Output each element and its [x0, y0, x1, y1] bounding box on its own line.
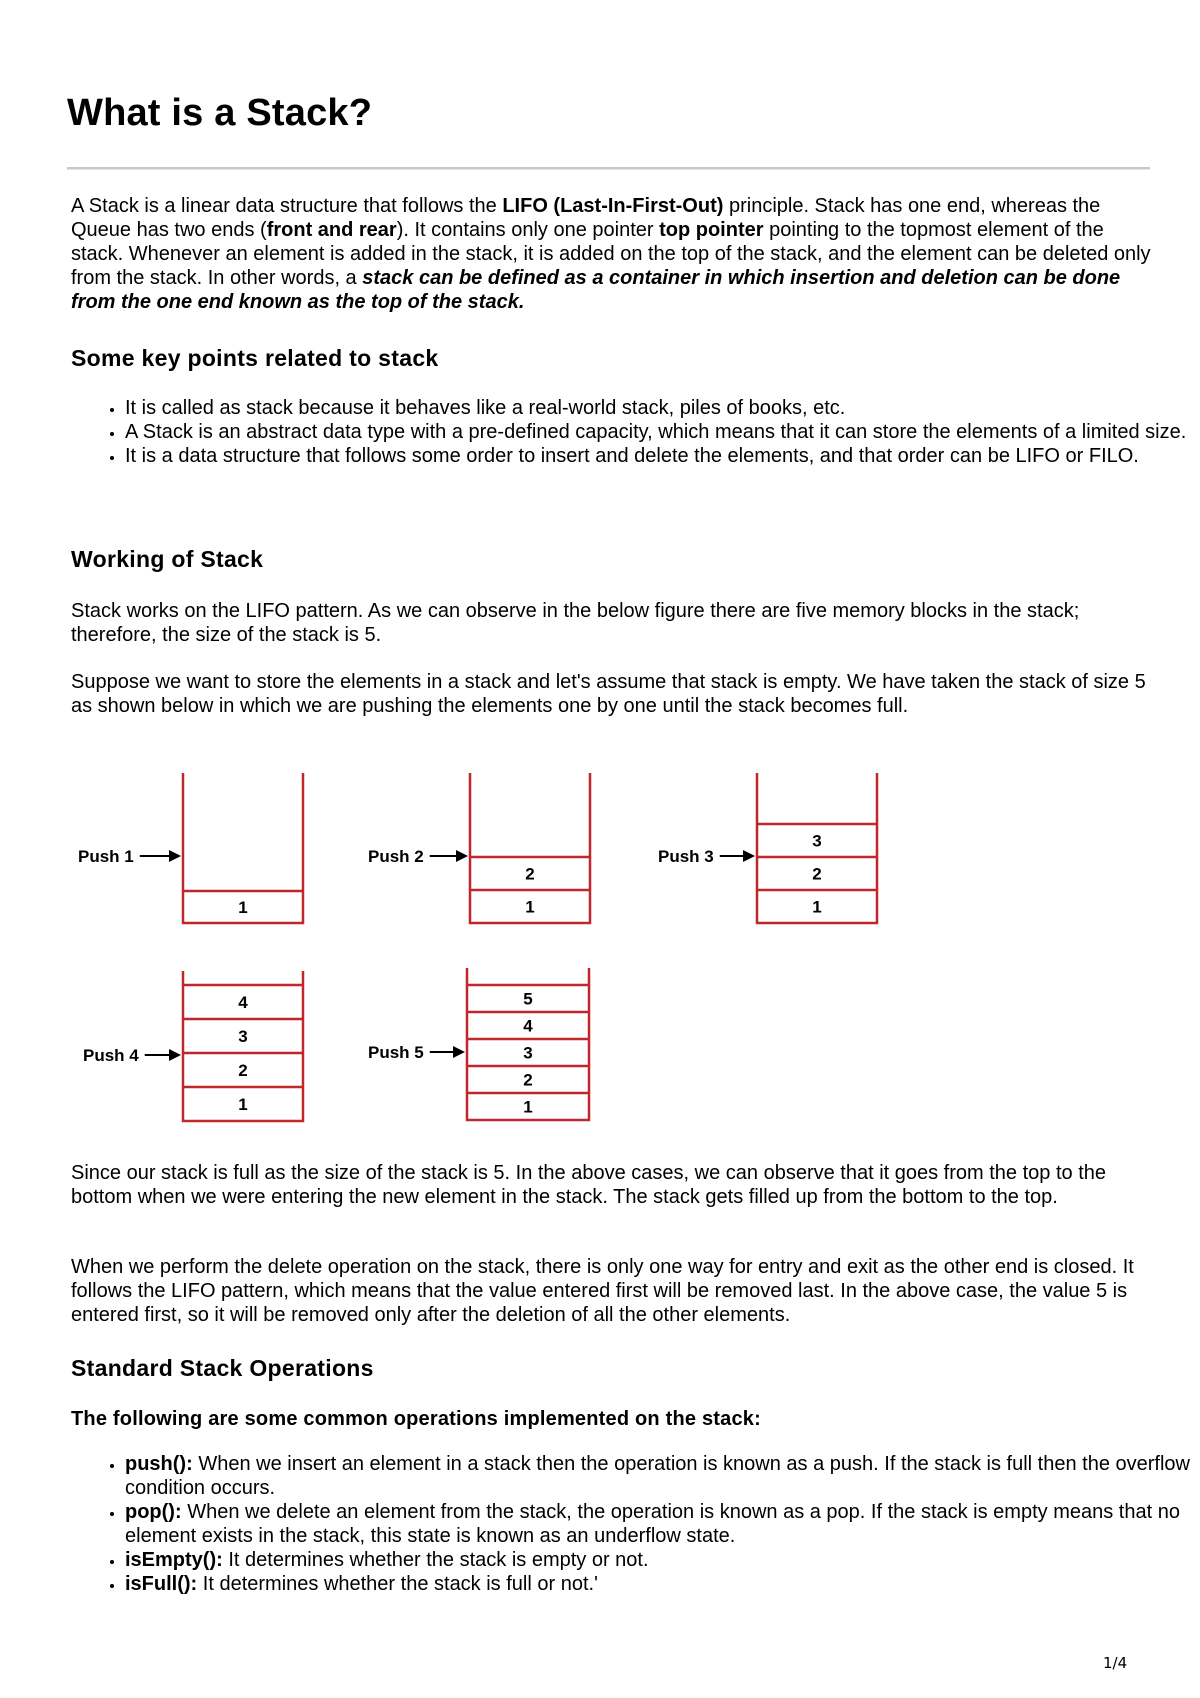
list-item: • It is a data structure that follows some order to insert and delete the elements, and that order can be LIFO or FILO. [125, 444, 1200, 468]
push-label: Push 2 [368, 847, 424, 866]
list-item: • isFull(): It determines whether the stack is full or not.' [125, 1572, 1200, 1596]
stack-cell-value: 1 [238, 898, 248, 917]
page-title: What is a Stack? [67, 92, 373, 134]
stack-cell-value: 1 [523, 1097, 533, 1117]
stack-cell-value: 2 [238, 1061, 248, 1080]
stack-cell-value: 4 [238, 993, 248, 1012]
list-item: • A Stack is an abstract data type with a pre-defined capacity, which means that it can store the elements of a limited size. [125, 420, 1200, 444]
operation-name: isFull(): [125, 1573, 198, 1595]
working-paragraph-2: Suppose we want to store the elements in a stack and let's assume that stack is empty. We have taken the stack of size 5 as shown below in which we are pushing the elements one by one until the stack becomes full. [71, 671, 1146, 717]
list-item: • isEmpty(): It determines whether the stack is empty or not. [125, 1548, 1200, 1572]
push-label: Push 1 [78, 847, 134, 866]
push-arrow-head [456, 850, 468, 862]
stack-cell-value: 1 [812, 897, 822, 917]
list-item: • It is called as stack because it behaves like a real-world stack, piles of books, etc. [125, 396, 1200, 420]
operation-name: push(): [125, 1453, 193, 1475]
push-label: Push 5 [368, 1043, 424, 1062]
intro-paragraph: A Stack is a linear data structure that follows the LIFO (Last-In-First-Out) principle. Stack has one end, whereas the Queue has two ends (front and rear). It contains only one pointer top pointer pointing to the topmost element of the stack. Whenever an element is added in the stack, it is added on the top of the stack, and the element can be deleted only from the stack. In other words, a stack can be defined as a container in which insertion and deletion can be done from the one end known as the top of the stack. [71, 195, 1151, 313]
operations-list [71, 1452, 1200, 1596]
push-arrow-head [169, 1049, 181, 1061]
working-paragraph-1: Stack works on the LIFO pattern. As we can observe in the below figure there are five memory blocks in the stack; therefore, the size of the stack is 5. [71, 600, 1080, 646]
stack-cell-value: 4 [523, 1016, 533, 1036]
operation-name: pop(): [125, 1501, 182, 1523]
working-heading: Working of Stack [71, 546, 264, 572]
operations-heading: Standard Stack Operations [71, 1355, 374, 1381]
stack-cell-value: 5 [523, 989, 533, 1009]
push-label: Push 4 [83, 1046, 139, 1065]
key-points-heading: Some key points related to stack [71, 345, 439, 371]
push-label: Push 3 [658, 847, 714, 866]
stack-cell-value: 1 [238, 1095, 248, 1114]
operations-lead: The following are some common operations implemented on the stack: [71, 1408, 761, 1430]
stack-cell-value: 3 [523, 1043, 533, 1063]
stack-cell-value: 3 [238, 1027, 248, 1046]
push-arrow-head [743, 850, 755, 862]
push-arrow-head [169, 850, 181, 862]
list-item: • pop(): When we delete an element from the stack, the operation is known as a pop. If the stack is empty means that no element exists in the stack, this state is known as an underflow state. [125, 1500, 1200, 1548]
stack-cell-value: 3 [812, 831, 822, 851]
operation-name: isEmpty(): [125, 1549, 223, 1571]
after-paragraph-2: When we perform the delete operation on the stack, there is only one way for entry and exit as the other end is closed. It follows the LIFO pattern, which means that the value entered first will be removed last. In the above case, the value 5 is entered first, so it will be removed only after the deletion of all the other elements. [71, 1256, 1134, 1326]
push-arrow-head [453, 1046, 465, 1058]
stack-cell-value: 2 [525, 864, 535, 884]
after-paragraph-1: Since our stack is full as the size of the stack is 5. In the above cases, we can observe that it goes from the top to the bottom when we were entering the new element in the stack. The stack gets filled up from the bottom to the top. [71, 1162, 1106, 1208]
stack-cell-value: 2 [523, 1070, 533, 1090]
stack-cell-value: 1 [525, 897, 535, 917]
stack-cell-value: 2 [812, 864, 822, 884]
list-item: • push(): When we insert an element in a stack then the operation is known as a push. If the stack is full then the overflow condition occurs. [125, 1452, 1200, 1500]
page-number: 1/4 [1103, 1654, 1128, 1672]
